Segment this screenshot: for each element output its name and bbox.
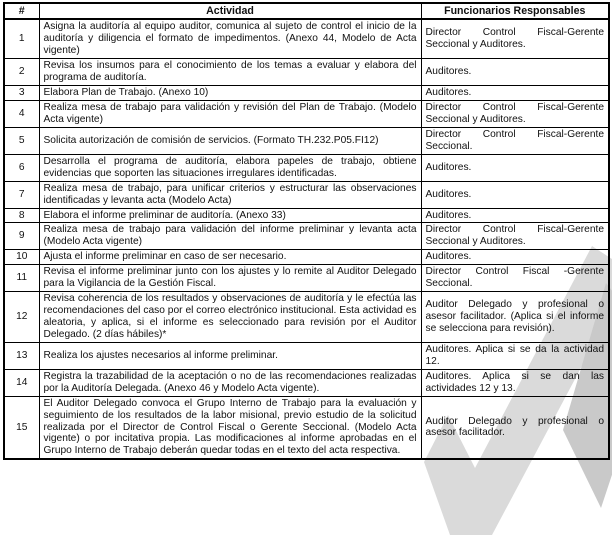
activity-cell: Realiza mesa de trabajo para validación y revisión del Plan de Trabajo. (Modelo Acta vigente) xyxy=(39,101,421,128)
row-number-cell: 7 xyxy=(4,181,39,208)
activity-cell: Solicita autorización de comisión de servicios. (Formato TH.232.P05.FI12) xyxy=(39,127,421,154)
table-row xyxy=(4,154,609,181)
table-row xyxy=(4,101,609,128)
table-row xyxy=(4,208,609,223)
responsibles-cell: Auditor Delegado y profesional o asesor facilitador. xyxy=(421,396,609,459)
table-row xyxy=(4,59,609,86)
row-number-cell: 11 xyxy=(4,265,39,292)
row-number-cell: 10 xyxy=(4,250,39,265)
table-row xyxy=(4,292,609,343)
header-row xyxy=(4,3,609,19)
table-row xyxy=(4,396,609,459)
row-number-cell: 12 xyxy=(4,292,39,343)
table-row xyxy=(4,369,609,396)
activity-cell: Asigna la auditoría al equipo auditor, comunica al sujeto de control el inicio de la auditoría y diligencia el formato de impedimentos. (Anexo 44, Modelo de Acta vigente) xyxy=(39,19,421,58)
responsibles-cell: Auditor Delegado y profesional o asesor facilitador. (Aplica si el informe se selecciona para revisión). xyxy=(421,292,609,343)
activity-cell: Revisa coherencia de los resultados y observaciones de auditoría y le efectúa las recomendaciones del caso por el correo electrónico institucional. Esta actividad es aleatoria, y aplica, si el informe es seleccionado para revisión por el Auditor Delegado. (2 días hábiles)* xyxy=(39,292,421,343)
responsibles-cell: Director Control Fiscal-Gerente Seccional y Auditores. xyxy=(421,19,609,58)
row-number-cell: 2 xyxy=(4,59,39,86)
table-row xyxy=(4,19,609,58)
table-row xyxy=(4,181,609,208)
row-number-cell: 13 xyxy=(4,342,39,369)
table-row xyxy=(4,86,609,101)
row-number-cell: 4 xyxy=(4,101,39,128)
activity-cell: Realiza mesa de trabajo, para unificar criterios y estructurar las observaciones identificadas y levanta acta (Modelo Acta) xyxy=(39,181,421,208)
activity-cell: Realiza los ajustes necesarios al informe preliminar. xyxy=(39,342,421,369)
header-number: # xyxy=(4,3,39,19)
responsibles-cell: Auditores. Aplica si se da la actividad 12. xyxy=(421,342,609,369)
responsibles-cell: Auditores. xyxy=(421,208,609,223)
table-row xyxy=(4,127,609,154)
row-number-cell: 8 xyxy=(4,208,39,223)
activity-cell: Ajusta el informe preliminar en caso de ser necesario. xyxy=(39,250,421,265)
activity-cell: Desarrolla el programa de auditoría, elabora papeles de trabajo, obtiene evidencias que soporten las situaciones irregulares identificadas. xyxy=(39,154,421,181)
responsibles-cell: Auditores. xyxy=(421,59,609,86)
row-number-cell: 9 xyxy=(4,223,39,250)
table-row xyxy=(4,265,609,292)
responsibles-cell: Auditores. Aplica si se dan las actividades 12 y 13. xyxy=(421,369,609,396)
responsibles-cell: Director Control Fiscal-Gerente Seccional y Auditores. xyxy=(421,101,609,128)
row-number-cell: 14 xyxy=(4,369,39,396)
activity-cell: Elabora Plan de Trabajo. (Anexo 10) xyxy=(39,86,421,101)
activity-cell: Registra la trazabilidad de la aceptación o no de las recomendaciones realizadas por la Auditoría Delegada. (Anexo 46 y Modelo Acta vigente). xyxy=(39,369,421,396)
responsibles-cell: Auditores. xyxy=(421,181,609,208)
header-responsibles: Funcionarios Responsables xyxy=(421,3,609,19)
activity-cell: Revisa los insumos para el conocimiento de los temas a evaluar y elabora del programa de auditoría. xyxy=(39,59,421,86)
responsibles-cell: Auditores. xyxy=(421,250,609,265)
row-number-cell: 1 xyxy=(4,19,39,58)
row-number-cell: 6 xyxy=(4,154,39,181)
row-number-cell: 15 xyxy=(4,396,39,459)
activity-cell: El Auditor Delegado convoca el Grupo Interno de Trabajo para la evaluación y seguimiento de los resultados de la labor misional, previo estudio de la solicitud realizada por el Director de Control Fiscal o Gerente Seccional. (Modelo Acta vigente) o por incitativa propia. Las modificaciones al informe aprobadas en el Grupo Interno de Trabajo deberán quedar todas en el texto del acta respectiva. xyxy=(39,396,421,459)
header-activity: Actividad xyxy=(39,3,421,19)
activity-cell: Realiza mesa de trabajo para validación del informe preliminar y levanta acta (Modelo Acta vigente) xyxy=(39,223,421,250)
responsibles-cell: Auditores. xyxy=(421,86,609,101)
responsibles-cell: Director Control Fiscal-Gerente Seccional. xyxy=(421,127,609,154)
responsibles-cell: Director Control Fiscal-Gerente Seccional y Auditores. xyxy=(421,223,609,250)
table-row xyxy=(4,342,609,369)
row-number-cell: 5 xyxy=(4,127,39,154)
activity-cell: Elabora el informe preliminar de auditoría. (Anexo 33) xyxy=(39,208,421,223)
procedure-table xyxy=(3,2,610,460)
table-row xyxy=(4,250,609,265)
table-row xyxy=(4,223,609,250)
row-number-cell: 3 xyxy=(4,86,39,101)
activity-cell: Revisa el informe preliminar junto con los ajustes y lo remite al Auditor Delegado para la Vigilancia de la Gestión Fiscal. xyxy=(39,265,421,292)
responsibles-cell: Auditores. xyxy=(421,154,609,181)
responsibles-cell: Director Control Fiscal -Gerente Seccional. xyxy=(421,265,609,292)
